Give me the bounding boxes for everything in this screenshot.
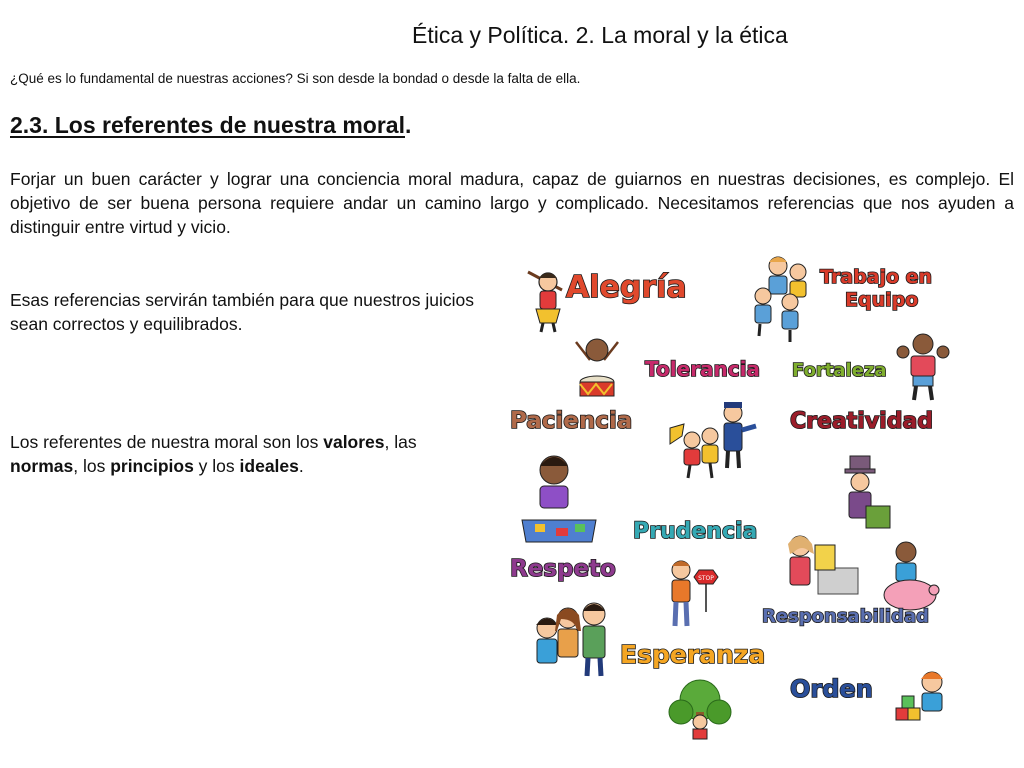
word-trabajo-en: Trabajo en <box>820 266 933 288</box>
shopping-girl-icon <box>788 536 858 594</box>
word-paciencia: Paciencia <box>510 408 633 434</box>
slide-title: Ética y Política. 2. La moral y la ética <box>412 22 788 48</box>
word-responsabilidad: Responsabilidad <box>762 606 930 627</box>
slide-subtitle: ¿Qué es lo fundamental de nuestras acciones? Si son desde la bondad o desde la falta de ella. <box>10 71 581 86</box>
text-run: . <box>298 456 304 476</box>
text-run: , las <box>384 432 417 452</box>
references-paragraph: Esas referencias servirán también para que nuestros juicios sean correctos y equilibrados. <box>10 290 474 334</box>
stop-sign-text: STOP <box>698 575 714 582</box>
tree-child-icon <box>669 680 731 739</box>
section-heading-period: . <box>405 112 412 138</box>
word-orden: Orden <box>790 675 873 703</box>
magician-icon <box>845 456 890 528</box>
blocks-kid-icon <box>896 672 943 720</box>
crossing-guard-icon <box>670 402 756 478</box>
word-tolerancia: Tolerancia <box>645 357 760 381</box>
puzzle-child-icon <box>522 456 596 542</box>
drummer-child-icon <box>576 339 618 396</box>
word-equipo: Equipo <box>845 289 919 311</box>
text-run: y los <box>193 456 240 476</box>
three-children-icon <box>536 603 605 676</box>
stop-sign-kid-icon <box>672 561 718 626</box>
cheering-child-icon <box>528 272 562 332</box>
team-kids-icon <box>755 257 806 342</box>
word-creatividad: Creatividad <box>790 409 934 434</box>
term-normas: normas <box>10 456 74 476</box>
word-prudencia: Prudencia <box>633 519 758 544</box>
term-valores: valores <box>323 432 385 452</box>
section-heading-text: 2.3. Los referentes de nuestra moral <box>10 112 405 138</box>
term-principios: principios <box>110 456 194 476</box>
word-fortaleza: Fortaleza <box>792 360 887 381</box>
term-ideales: ideales <box>239 456 299 476</box>
text-run: , los <box>73 456 111 476</box>
word-esperanza: Esperanza <box>620 640 766 669</box>
strong-kid-icon <box>897 334 949 400</box>
word-alegria: Alegría <box>566 270 687 305</box>
intro-paragraph: Forjar un buen carácter y lograr una conciencia moral madura, capaz de guiarnos en nuestras decisiones, es complejo. El objetivo de ser buena persona requiere andar un camino largo y complicado. Necesitamos referencias que nos ayuden a distinguir entre virtud y vicio. <box>10 169 1014 237</box>
text-run: Los referentes de nuestra moral son los <box>10 432 324 452</box>
word-respeto: Respeto <box>510 556 616 582</box>
piggy-bank-kid-icon <box>884 542 939 610</box>
